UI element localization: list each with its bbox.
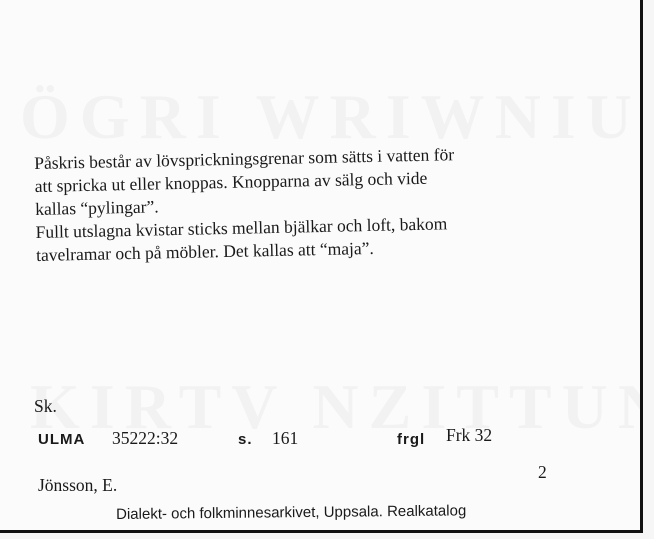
body-line: Fullt utslagna kvistar sticks mellan bjälkar och loft, bakom: [35, 213, 448, 242]
archive-label: ULMA: [38, 431, 86, 448]
region-code: Sk.: [34, 396, 57, 416]
questionnaire-value: Frk 32: [446, 425, 493, 445]
questionnaire-label: frgl: [397, 431, 426, 448]
recorder-name: Jönsson, E.: [38, 475, 118, 495]
body-line: kallas “pylingar”.: [34, 196, 159, 219]
card-body-text: [34, 140, 626, 267]
body-line: tavelramar och på möbler. Det kallas att “maja”.: [35, 237, 374, 265]
card-number: 2: [538, 462, 547, 482]
body-line: att spricka ut eller knoppas. Knopparna av sälg och vide: [34, 167, 428, 196]
institution-footer: Dialekt- och folkminnesarkivet, Uppsala. Realkatalog: [116, 502, 467, 523]
body-line: Påskris består av lövsprickningsgrenar som sätts i vatten för: [34, 144, 455, 173]
page-number: 161: [272, 428, 299, 448]
archive-number: 35222:32: [112, 428, 179, 448]
page-label: s.: [238, 431, 253, 448]
